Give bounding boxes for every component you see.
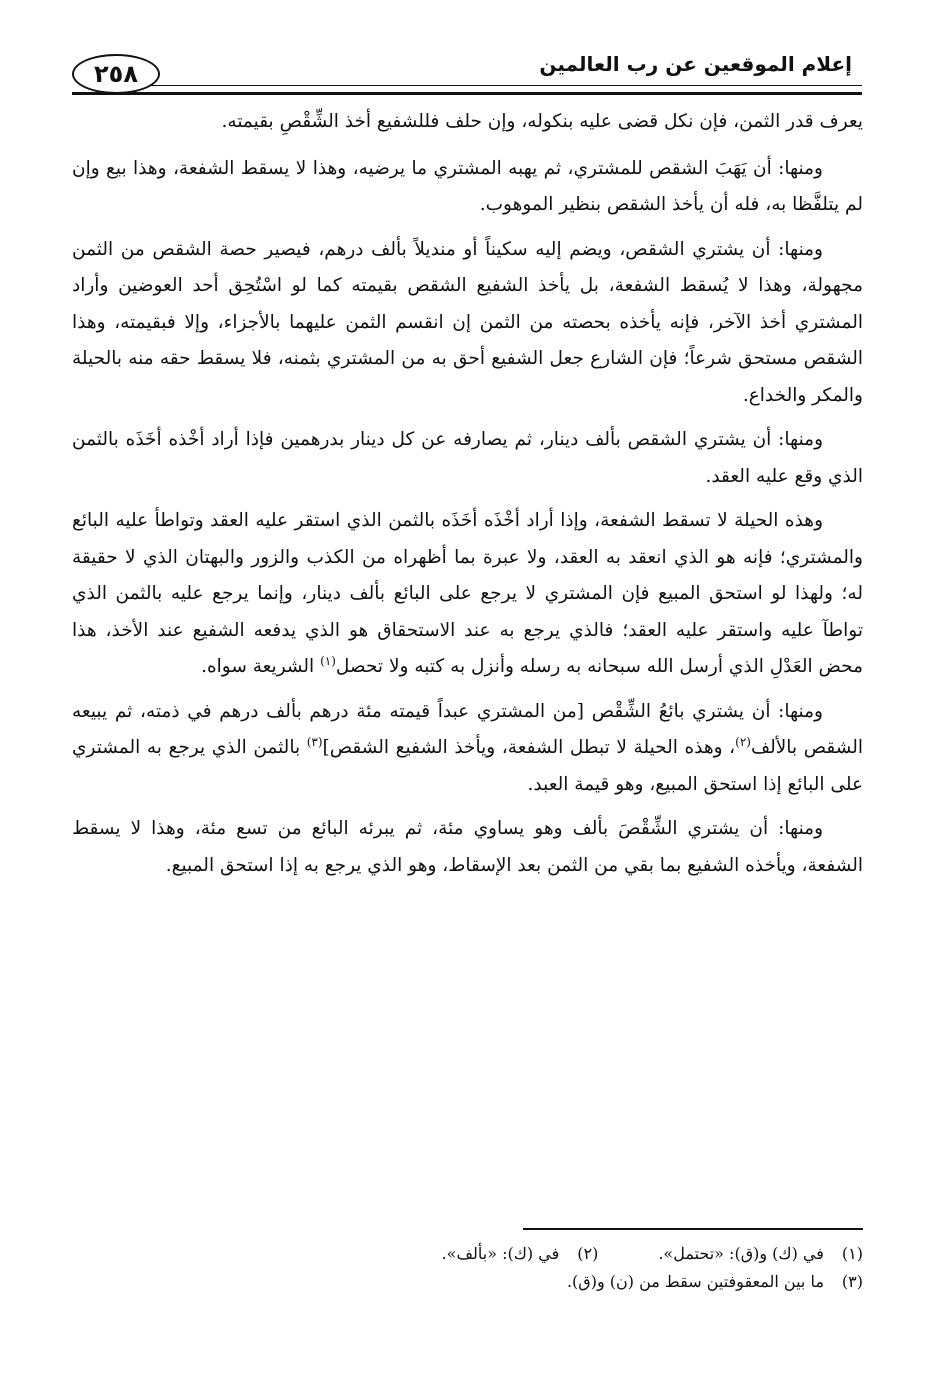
paragraph-3: ومنها: أن يشتري الشقص، ويضم إليه سكيناً أو منديلاً بألف درهم، فيصير حصة الشقص من الثمن مجهولة، وهذا لا يُسقط الشفعة، بل يأخذ الشفيع الشقص بقيمته كما لو اسْتُحِق أحد العوضين وأراد المشتري أخذ الآخر، فإنه يأخذه بحصته من الثمن إن انقسم الثمن عليهما بالأجزاء، وإلا فبقيمته، وهذا الشقص مستحق شرعاً؛ فإن الشارع جعل الشفيع أحق به من المشتري بثمنه، فلا يسقط حقه منه بالحيلة والمكر والخداع.	[72, 238, 863, 406]
paragraph-6	[72, 694, 863, 804]
footnote-3	[567, 1268, 863, 1296]
paragraph-5-end: الشريعة سواه.	[201, 656, 315, 677]
footnote-separator	[523, 1228, 863, 1230]
footnote-row-1	[72, 1240, 863, 1268]
footnote-1	[658, 1240, 863, 1268]
footnote-3-number: (٣)	[841, 1272, 863, 1291]
footnote-2-text: في (ك): «بألف».	[441, 1244, 560, 1263]
paragraph-2: ومنها: أن يَهَبَ الشقص للمشتري، ثم يهبه المشتري ما يرضيه، وهذا لا يسقط الشفعة، وهذا بيع وإن لم يتلفَّظا به، فله أن يأخذ الشقص بنظير الموهوب.	[72, 157, 863, 215]
page-number: ٢٥٨	[72, 54, 160, 94]
page-header	[72, 40, 862, 100]
book-title: إعلام الموقعين عن رب العالمين	[539, 52, 852, 76]
paragraph-4: ومنها: أن يشتري الشقص بألف دينار، ثم يصارفه عن كل دينار بدرهمين فإذا أراد أخْذه أخَذَه بالثمن الذي وقع عليه العقد.	[72, 429, 863, 487]
footnote-ref-1[interactable]: (١)	[320, 653, 336, 668]
paragraph-5-text: وهذه الحيلة لا تسقط الشفعة، وإذا أراد أخْذَه أخَذَه بالثمن الذي استقر عليه العقد وتواطأ عليه البائع والمشتري؛ فإنه هو الذي انعقد به العقد، ولا عبرة بما أظهراه من الكذب والزور والبهتان الذي لا حقيقة له؛ ولهذا لو استحق المبيع فإن المشتري لا يرجع على البائع بألف دينار، وإنما يرجع عليه بالثمن الذي تواطآ عليه واستقر عليه العقد؛ فالذي يرجع به عند الاستحقاق هو الذي يدفعه الشفيع عند الأخذ، هذا محض العَدْلِ الذي أرسل الله سبحانه به رسله وأنزل به كتبه ولا	[72, 510, 863, 677]
footnote-row-2	[72, 1268, 863, 1296]
footnote-3-text: ما بين المعقوفتين سقط من (ن) و(ق).	[566, 1272, 824, 1291]
footnote-2-number: (٢)	[577, 1244, 599, 1263]
paragraph-6-part-3: بالثمن الذي يرجع به المشتري على البائع إذا استحق المبيع، وهو قيمة العبد.	[72, 737, 863, 795]
word-tahsul: تحصل	[335, 656, 384, 677]
paragraph-1: يعرف قدر الثمن، فإن نكل قضى عليه بنكوله، وإن حلف فللشفيع أخذ الشِّقْصِ بقيمته.	[221, 111, 863, 132]
footnote-1-number: (١)	[841, 1244, 863, 1263]
footnote-ref-2[interactable]: (٢)	[735, 734, 751, 749]
paragraph-7: ومنها: أن يشتري الشِّقْصَ بألف وهو يساوي مئة، ثم يبرئه البائع من تسع مئة، وهذا لا يسقط الشفعة، ويأخذه الشفيع بما بقي من الثمن بعد الإسقاط، وهو الذي يرجع به إذا استحق المبيع.	[72, 818, 863, 876]
header-rule-thin	[150, 85, 862, 86]
paragraph-5	[72, 503, 863, 686]
page-body	[72, 104, 863, 892]
header-rule-thick	[72, 92, 862, 95]
footnotes	[72, 1240, 863, 1296]
paragraph-6-part-1: ومنها: أن يشتري بائعُ الشِّقْص [من المشتري عبداً قيمته مئة درهم بألف درهم في ذمته، ثم يبيعه الشقص بالألف	[72, 700, 863, 758]
footnote-ref-3[interactable]: (٣)	[306, 734, 323, 749]
paragraph-6-part-2: ، وهذه الحيلة لا تبطل الشفعة، ويأخذ الشفيع الشقص]	[322, 737, 736, 758]
footnote-1-text: في (ك) و(ق): «تحتمل».	[658, 1244, 824, 1263]
footnote-2	[442, 1240, 599, 1268]
